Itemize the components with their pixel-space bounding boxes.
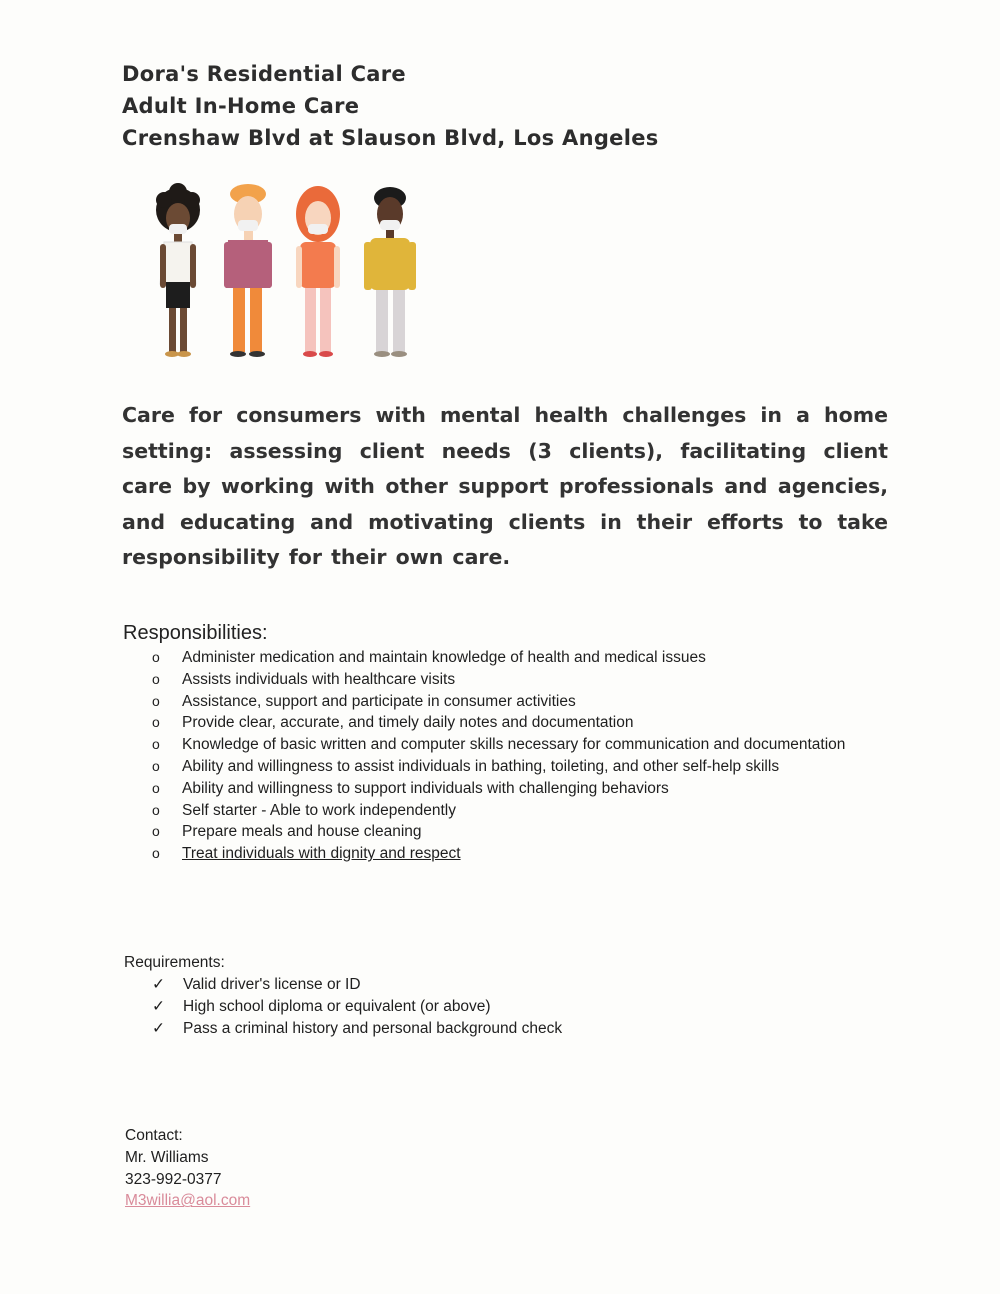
list-item-text: Valid driver's license or ID [183, 976, 361, 993]
list-item [150, 669, 850, 691]
list-item [152, 974, 752, 996]
job-description: Care for consumers with mental health challenges in a home setting: assessing client needs (3 clients), facilitating client care by working with other support professionals and agencies, and educating and motivating clients in their efforts to take responsibility for their own care. [122, 403, 888, 569]
requirements-heading: Requirements: [124, 954, 225, 971]
bullet-icon: o [152, 736, 160, 753]
list-item-text: Administer medication and maintain knowledge of health and medical issues [182, 649, 706, 666]
list-item-text: High school diploma or equivalent (or above) [183, 997, 491, 1015]
list-item-text: Ability and willingness to assist individuals in bathing, toileting, and other self-help skills [182, 757, 780, 775]
person-2-figure [224, 184, 272, 357]
list-item-text: Knowledge of basic written and computer skills necessary for communication and documentation [182, 736, 846, 754]
list-item-text: Pass a criminal history and personal background check [183, 1019, 563, 1037]
bullet-icon: o [152, 757, 160, 774]
bullet-icon: o [152, 714, 160, 731]
bullet-icon: o [152, 779, 160, 796]
responsibilities-list [150, 647, 850, 865]
bullet-icon: o [152, 823, 160, 840]
contact-email-link[interactable]: M3willia@aol.com [125, 1192, 251, 1210]
responsibilities-heading: Responsibilities: [123, 622, 268, 644]
list-item [152, 1018, 752, 1040]
list-item-text: Self starter - Able to work independently [182, 801, 456, 819]
location: Crenshaw Blvd at Slauson Blvd, Los Angeles [122, 126, 659, 150]
list-item [150, 647, 850, 669]
checkmark-icon: ✓ [152, 976, 165, 993]
bullet-icon: o [152, 649, 160, 665]
contact-name: Mr. Williams [125, 1148, 209, 1166]
list-item-text: Prepare meals and house cleaning [182, 823, 422, 841]
list-item-text: Assists individuals with healthcare visits [182, 670, 456, 688]
service-type: Adult In-Home Care [122, 94, 360, 118]
list-item-text: Assistance, support and participate in consumer activities [182, 692, 576, 710]
letterhead [122, 58, 659, 154]
person-1-figure [156, 183, 200, 357]
checkmark-icon: ✓ [152, 1019, 165, 1037]
list-item-text: Ability and willingness to support individuals with challenging behaviors [182, 779, 669, 797]
contact-phone: 323-992-0377 [125, 1170, 222, 1188]
list-item [150, 778, 850, 800]
contact-block [125, 1125, 250, 1212]
list-item [150, 734, 850, 756]
requirements-list [152, 974, 752, 1039]
person-3-figure [296, 186, 340, 357]
list-item [150, 821, 850, 843]
list-item [150, 756, 850, 778]
company-name: Dora's Residential Care [122, 62, 406, 86]
list-item [150, 691, 850, 713]
list-item [150, 800, 850, 822]
bullet-icon: o [152, 845, 160, 862]
list-item [150, 712, 850, 734]
list-item [152, 996, 752, 1018]
list-item-text: Treat individuals with dignity and respect [182, 845, 461, 863]
person-4-figure [364, 187, 416, 357]
contact-heading: Contact: [125, 1127, 183, 1144]
list-item [150, 843, 850, 865]
bullet-icon: o [152, 801, 160, 818]
bullet-icon: o [152, 692, 160, 709]
masked-people-illustration [150, 180, 425, 362]
checkmark-icon: ✓ [152, 997, 165, 1015]
list-item-text: Provide clear, accurate, and timely daily notes and documentation [182, 714, 634, 732]
bullet-icon: o [152, 670, 160, 687]
